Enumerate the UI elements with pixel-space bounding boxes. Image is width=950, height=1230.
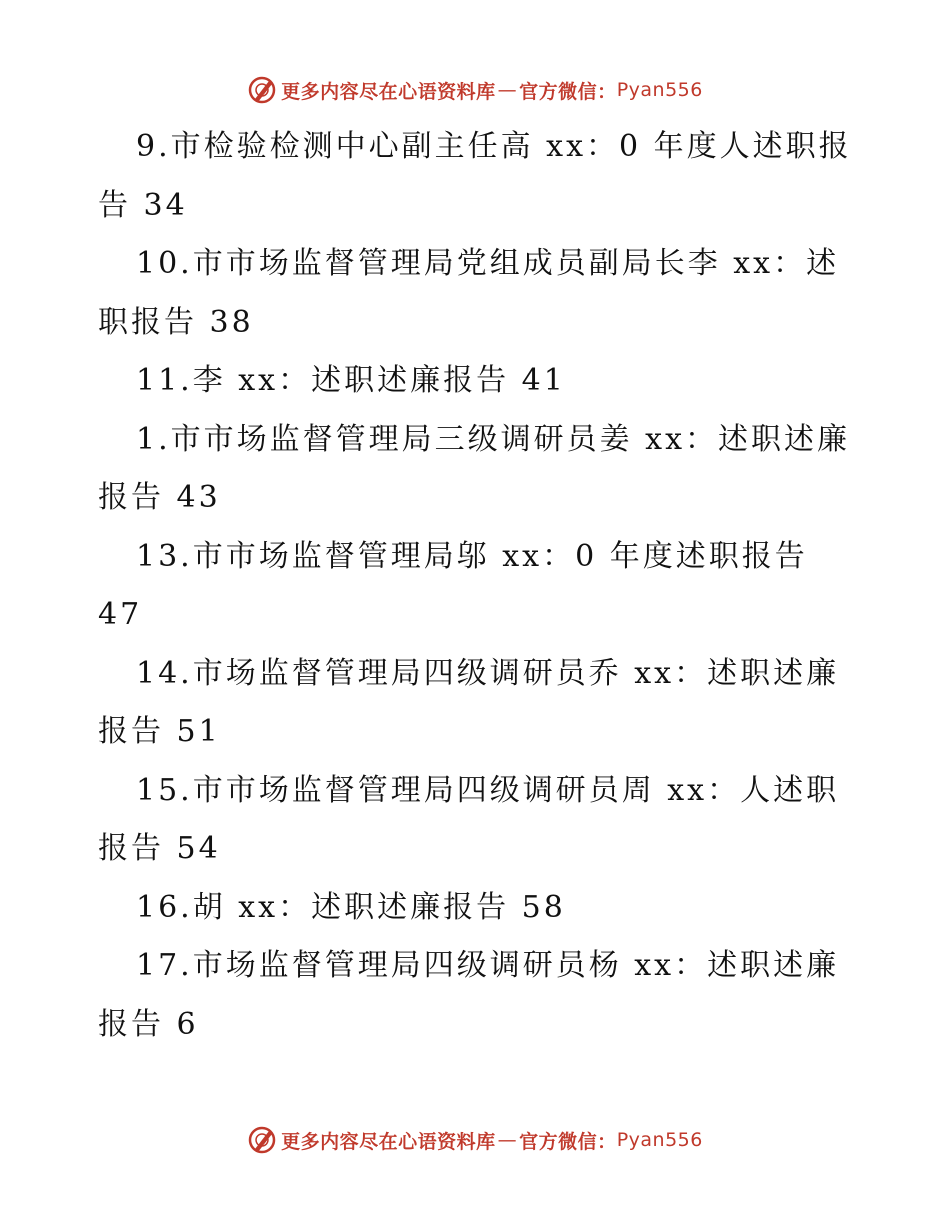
banner-text: 更多内容尽在心语资料库 [281, 80, 496, 103]
toc-list [0, 118, 950, 1054]
toc-entry: 16.胡 xx：述职述廉报告 58 [136, 889, 566, 925]
toc-entry: 13.市市场监督管理局邬 xx：0 年度述职报告 47 [98, 538, 808, 632]
toc-entry: 9.市检验检测中心副主任高 xx：0 年度人述职报告 34 [98, 129, 852, 223]
banner-text: 更多内容尽在心语资料库 [281, 1130, 496, 1153]
toc-entry: 14.市场监督管理局四级调研员乔 xx：述职述廉报告 51 [98, 655, 840, 749]
pen-seal-logo-icon [247, 75, 277, 105]
banner-official-label: 官方微信： [519, 1130, 617, 1153]
banner-dash: — [497, 1129, 518, 1151]
banner-wechat-id: Pyan556 [616, 1129, 703, 1151]
banner-dash: — [497, 79, 518, 101]
pen-seal-logo-icon [247, 1125, 277, 1155]
toc-entry: 11.李 xx：述职述廉报告 41 [136, 363, 566, 398]
header-banner [0, 70, 950, 110]
toc-entry: 17.市场监督管理局四级调研员杨 xx：述职述廉报告 6 [98, 948, 840, 1042]
toc-entry: 1.市市场监督管理局三级调研员姜 xx：述职述廉报告 43 [98, 421, 850, 515]
banner-official-label: 官方微信： [519, 80, 617, 103]
toc-entry: 10.市市场监督管理局党组成员副局长李 xx：述职报告 38 [98, 246, 840, 340]
banner-wechat-id: Pyan556 [616, 79, 703, 101]
footer-banner [0, 1120, 950, 1160]
toc-entry: 15.市市场监督管理局四级调研员周 xx：人述职报告 54 [98, 772, 840, 866]
